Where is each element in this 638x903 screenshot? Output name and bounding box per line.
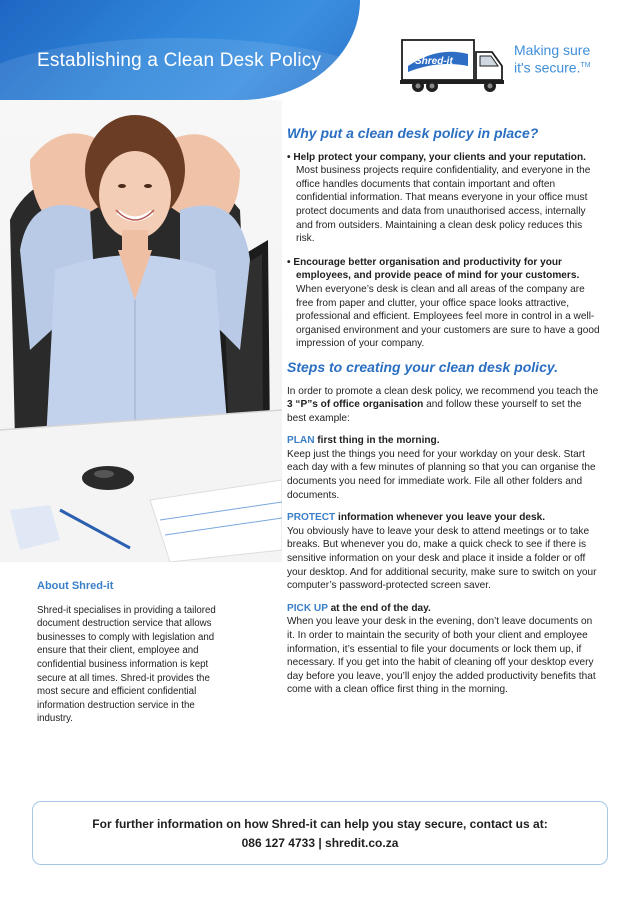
- logo-text: Shred-it: [415, 56, 453, 67]
- page-header: [0, 0, 638, 100]
- intro-emphasis: 3 “P”s of office organisation: [287, 399, 424, 411]
- step-body: Keep just the things you need for your workday on your desk. Start each day with a few minutes of planning so that you can organise the documents you need for immediate work. File all other folders and documents.: [287, 448, 596, 501]
- woman-at-desk-photo: [0, 100, 282, 562]
- slogan-line-1: Making sure: [514, 42, 591, 58]
- intro-text-end: and follow these yourself to set the best example:: [287, 399, 582, 424]
- bullet-heading: • Encourage better organisation and productivity for your employees, and provide peace of mind for your customers.: [287, 256, 580, 282]
- main-content: [287, 127, 602, 706]
- bullet-body: When everyone’s desk is clean and all areas of the company are free from paper and clutter, your office space looks attractive, professional and efficient. Employees feel more in control in a well-organised environment and your customers are sure to have a good impression of your company.: [296, 283, 600, 350]
- step-protect: [287, 511, 602, 593]
- bullet-body: Most business projects require confidentiality, and everyone in the office handles documents that contain important and often confidential information. That means everyone in your office must protect documents and data from unauthorised access, internally and from outsiders. Maintaining a clean desk policy reduces this risk.: [296, 165, 591, 245]
- about-section: [37, 580, 227, 726]
- step-keyword: PLAN: [287, 435, 315, 447]
- footer-line-1: For further information on how Shred-it can help you stay secure, contact us at:: [92, 817, 548, 831]
- steps-intro: [287, 385, 602, 426]
- step-title: first thing in the morning.: [314, 435, 440, 447]
- shredit-truck-logo: [398, 36, 508, 96]
- step-keyword: PROTECT: [287, 512, 336, 524]
- page-title: Establishing a Clean Desk Policy: [37, 50, 322, 71]
- contact-footer: [32, 801, 608, 865]
- footer-contact[interactable]: 086 127 4733 | shredit.co.za: [241, 836, 399, 850]
- woman-at-desk-illustration: [0, 100, 282, 562]
- step-title: information whenever you leave your desk.: [335, 512, 546, 524]
- trademark-mark: TM: [580, 62, 591, 69]
- about-heading: About Shred-it: [37, 580, 114, 592]
- steps-heading: Steps to creating your clean desk policy.: [287, 358, 559, 375]
- step-keyword: PICK UP: [287, 602, 328, 614]
- about-body: Shred-it specialises in providing a tailored document destruction service that allows businesses to comply with legislation and ensure that their client, employee and confidential business information is kept secure at all times. Shred-it provides the most secure and efficient confidential information destruction service in the industry.: [37, 604, 216, 725]
- step-pickup: [287, 602, 602, 697]
- why-bullet: [287, 151, 602, 246]
- intro-text: In order to promote a clean desk policy, we recommend you teach the: [287, 385, 599, 397]
- step-plan: [287, 434, 602, 502]
- brand-slogan: [514, 42, 591, 76]
- slogan-line-2: it's secure.: [514, 59, 581, 76]
- why-bullet: [287, 256, 602, 351]
- bullet-heading: • Help protect your company, your clients and your reputation.: [287, 151, 586, 163]
- step-body: You obviously have to leave your desk to attend meetings or to take breaks. But whenever you do, make a quick check to see if there is sensitive information on your desk and place it inside a folder or off your desktop. And for additional security, make sure to switch on your computer’s password-protected screen saver.: [287, 525, 597, 592]
- why-heading: Why put a clean desk policy in place?: [287, 125, 539, 141]
- step-title: at the end of the day.: [327, 602, 431, 614]
- step-body: When you leave your desk in the evening, don’t leave documents on it. In order to maintain the security of both your client and employee information, it’s essential to file your documents or lock them up, if necessary. If you get into the habit of cleaning off your desktop every day before you leave, you’ll enjoy the added productivity benefits that come with a clean office first thing in the morning.: [287, 616, 596, 696]
